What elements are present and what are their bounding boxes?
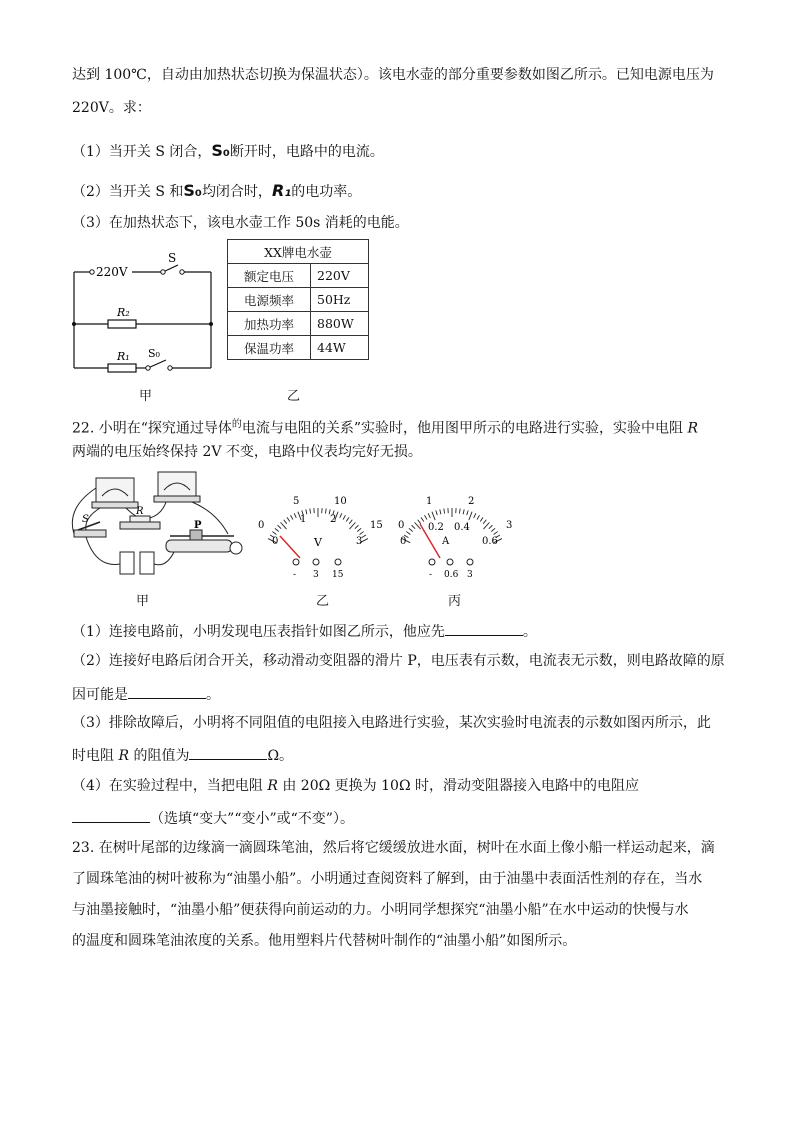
s0-symbol: S₀ [183, 181, 202, 200]
dial-tick [418, 520, 421, 524]
r1-symbol: R₁ [271, 181, 292, 200]
dial-tick [428, 513, 430, 518]
dial-tick [415, 522, 421, 529]
dial-tick [483, 522, 489, 529]
caption-fig-yi: 乙 [316, 594, 330, 609]
battery-2 [140, 552, 154, 574]
table-row: 电源频率 50Hz [228, 288, 369, 312]
dial-tick [459, 509, 460, 514]
a-inner-06: 0.6 [482, 536, 498, 547]
q23-line-1: 23. 在树叶尾部的边缘滴一滴圆珠笔油，然后将它缓缓放进水面，树叶在水面上像小船一样运动起来，滴 [72, 840, 715, 856]
apparatus-figure [66, 468, 252, 580]
dial-tick [272, 532, 276, 535]
switch-s0-contact [168, 366, 172, 370]
v-outer-5: 5 [293, 496, 300, 507]
circuit-diagram-jia [68, 250, 218, 375]
resistor-base [120, 522, 160, 529]
table-row: 保温功率 44W [228, 336, 369, 360]
a-terminal-neg: - [429, 570, 433, 580]
dial-tick [469, 512, 472, 520]
dial-tick [275, 528, 279, 531]
dial-tick [310, 509, 311, 514]
v-inner-1: 1 [300, 514, 307, 525]
intro-line-1: 达到 100℃，自动由加热状态切换为保温状态）。该电水壶的部分重要参数如图乙所示。已知电源电压为 [72, 67, 714, 83]
ammeter-dial [392, 490, 532, 582]
dial-tick [294, 513, 296, 518]
dial-tick [355, 525, 359, 528]
q23-line-3: 与油墨接触时，“油墨小船”便获得向前运动的力。小明同学想探究“油墨小船”在水中运动的快慢与水 [72, 902, 689, 918]
dial-tick [291, 515, 293, 519]
dial-tick [477, 515, 479, 519]
dial-tick [340, 513, 342, 518]
s0-symbol: S₀ [211, 141, 230, 160]
q23-line-4: 的温度和圆珠笔油浓度的关系。他用塑料片代替树叶制作的“油墨小船”如图所示。 [72, 933, 577, 949]
caption-fig-jia: 甲 [136, 594, 150, 609]
answer-blank-2[interactable] [128, 684, 206, 699]
q22-part-3-line-1: （3）排除故障后，小明将不同阻值的电阻接入电路进行实验，某次实验时电流表的示数如图丙所示，此 [72, 715, 711, 731]
rheostat-slider [190, 530, 202, 540]
q21-part-1: （1）当开关 S 闭合，S₀断开时，电路中的电流。 [72, 141, 384, 160]
dial-tick [483, 520, 486, 524]
q21-part-3: （3）在加热状态下，该电水壶工作 50s 消耗的电能。 [72, 215, 409, 231]
voltmeter-symbol: V [314, 536, 322, 549]
voltmeter-body [96, 478, 134, 502]
dial-tick [278, 525, 282, 528]
q22-part-1: （1）连接电路前，小明发现电压表指针如图乙所示，他应先 。 [72, 621, 537, 641]
dial-tick [409, 528, 413, 531]
dial-tick [480, 517, 483, 521]
dial-tick [349, 520, 352, 524]
a-outer-1: 1 [426, 496, 433, 507]
dial-tick [412, 525, 416, 528]
voltmeter-dial [252, 490, 392, 582]
switch-base [74, 530, 106, 537]
dial-tick [489, 525, 493, 528]
table-row: 额定电压 220V [228, 264, 369, 288]
dial-tick [444, 509, 445, 514]
q22-part-2-line-2: 因可能是 。 [72, 684, 220, 704]
dial-tick [463, 509, 464, 514]
answer-blank-4[interactable] [72, 808, 150, 823]
r2-label: R₂ [117, 306, 130, 319]
v-outer-15: 15 [370, 520, 383, 531]
v-terminal-neg: - [293, 570, 297, 580]
dial-tick [343, 515, 345, 519]
dial-tick [436, 510, 437, 515]
switch-s-label: S [168, 251, 177, 265]
switch-s0-label: S₀ [148, 347, 160, 360]
a-terminal-3: 3 [467, 570, 473, 580]
q22-line-1: 22. 小明在“探究通过导体$^的$电流与电阻的关系”实验时，他用图甲所示的电路进行实验，实验中电阻 R [72, 419, 699, 437]
voltmeter-needle [280, 536, 300, 558]
switch-s-contact [180, 270, 184, 274]
apparatus-s-label: S [82, 514, 89, 525]
dial-tick [467, 510, 468, 515]
a-outer-2: 2 [468, 496, 475, 507]
dial-tick [281, 522, 287, 529]
ammeter-body [158, 472, 196, 496]
v-terminal-15: 15 [332, 570, 344, 580]
answer-blank-3[interactable] [189, 745, 267, 760]
a-inner-02: 0.2 [428, 522, 444, 533]
dial-tick [357, 528, 361, 531]
dial-tick [349, 522, 355, 529]
ammeter-symbol: A [442, 536, 450, 547]
dial-tick [346, 517, 349, 521]
v-inner-0: 0 [272, 536, 279, 547]
a-outer-0: 0 [398, 520, 405, 531]
dial-tick [360, 532, 364, 535]
a-outer-3: 3 [506, 520, 513, 531]
intro-line-2: 220V。求： [72, 100, 151, 116]
spec-table [227, 239, 369, 360]
terminal-dot [90, 270, 94, 274]
v-inner-3: 3 [356, 536, 363, 547]
dial-tick [474, 513, 476, 518]
dial-tick [421, 517, 424, 521]
dial-tick [284, 520, 287, 524]
caption-yi: 乙 [287, 389, 301, 404]
a-inner-0: 0 [400, 536, 407, 547]
apparatus-p-label: P [194, 520, 202, 531]
answer-blank-1[interactable] [445, 621, 523, 636]
q22-part-2-line-1: （2）连接好电路后闭合开关，移动滑动变阻器的滑片 P，电压表有示数，电流表无示数，则电路故障的原 [72, 653, 725, 669]
switch-s-pivot [161, 270, 165, 274]
dial-tick [406, 532, 410, 535]
dial-tick [494, 532, 498, 535]
caption-fig-bing: 丙 [448, 594, 462, 609]
q22-line-2: 两端的电压始终保持 2V 不变，电路中仪表均完好无损。 [72, 444, 422, 460]
rheostat [166, 540, 232, 552]
r1-label: R₁ [117, 350, 130, 363]
dial-tick [432, 512, 435, 520]
a-terminal-06: 0.6 [444, 570, 459, 580]
battery-1 [120, 552, 134, 574]
table-row: 加热功率 880W [228, 312, 369, 336]
v-outer-10: 10 [334, 496, 347, 507]
q22-part-4-line-2: （选填“变大”“变小”或“不变”）。 [72, 808, 354, 828]
switch-s0-pivot [146, 366, 150, 370]
dial-tick [491, 528, 495, 531]
spec-table-title: XX牌电水壶 [228, 240, 369, 264]
q21-part-2: （2）当开关 S 和S₀均闭合时，R₁的电功率。 [72, 181, 362, 200]
a-inner-04: 0.4 [454, 522, 470, 533]
v-terminal-3: 3 [313, 570, 319, 580]
caption-jia: 甲 [139, 389, 153, 404]
q22-part-3-line-2: 时电阻 R 的阻值为 Ω。 [72, 745, 293, 765]
dial-tick [425, 515, 427, 519]
dial-tick [287, 517, 290, 521]
source-label: 220V [96, 265, 128, 279]
q22-part-4-line-1: （4）在实验过程中，当把电阻 R 由 20Ω 更换为 10Ω 时，滑动变阻器接入电路中的电阻应 [72, 778, 639, 794]
v-outer-0: 0 [258, 520, 265, 531]
q23-line-2: 了圆珠笔油的树叶被称为“油墨小船”。小明通过查阅资料了解到，由于油墨中表面活性剂的存在，当水 [72, 871, 703, 887]
v-inner-2: 2 [330, 514, 337, 525]
dial-tick [325, 509, 326, 514]
apparatus-r-label: R [136, 506, 144, 517]
dial-tick [440, 509, 441, 514]
